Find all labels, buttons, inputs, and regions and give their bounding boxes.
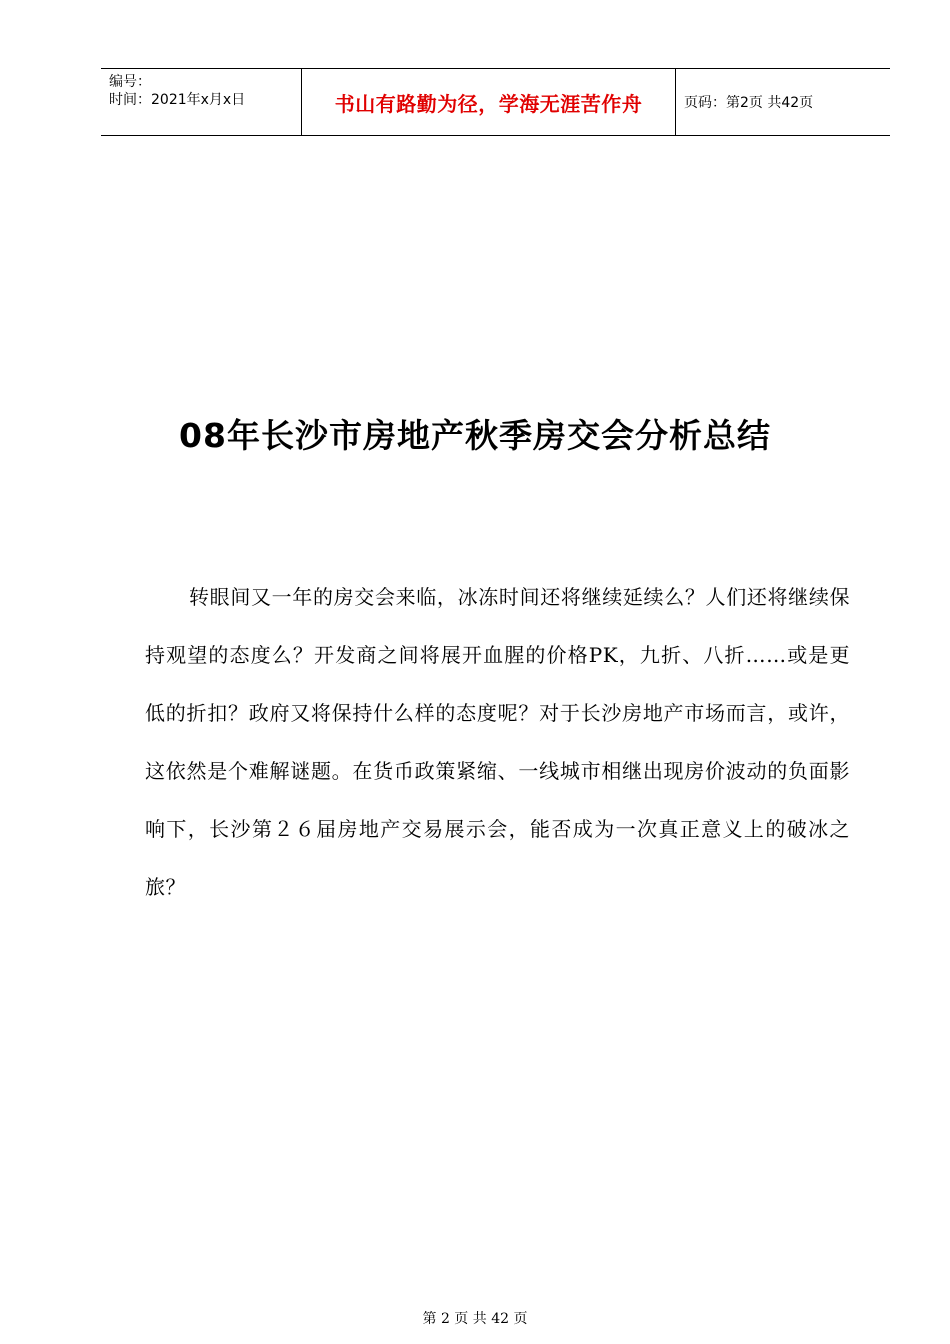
number-label: 编号： bbox=[109, 74, 151, 90]
page-footer: 第 2 页 共 42 页 bbox=[422, 1311, 528, 1327]
header-meta-cell bbox=[101, 69, 302, 135]
time-label: 时间：2021年x月x日 bbox=[109, 92, 246, 108]
page-header bbox=[101, 68, 890, 136]
header-page-info: 页码：第2页 共42页 bbox=[684, 95, 814, 111]
body-paragraph: 转眼间又一年的房交会来临，冰冻时间还将继续延续么？人们还将继续保持观望的态度么？开发商之间将展开血腥的价格PK，九折、八折……或是更低的折扣？政府又将保持什么样的态度呢？对于长沙房地产市场而言，或许，这依然是个难解谜题。在货币政策紧缩、一线城市相继出现房价波动的负面影响下，长沙第２６届房地产交易展示会，能否成为一次真正意义上的破冰之旅？ bbox=[145, 585, 850, 899]
header-motto: 书山有路勤为径，学海无涯苦作舟 bbox=[302, 69, 676, 135]
document-title: 08年长沙市房地产秋季房交会分析总结 bbox=[179, 416, 771, 455]
